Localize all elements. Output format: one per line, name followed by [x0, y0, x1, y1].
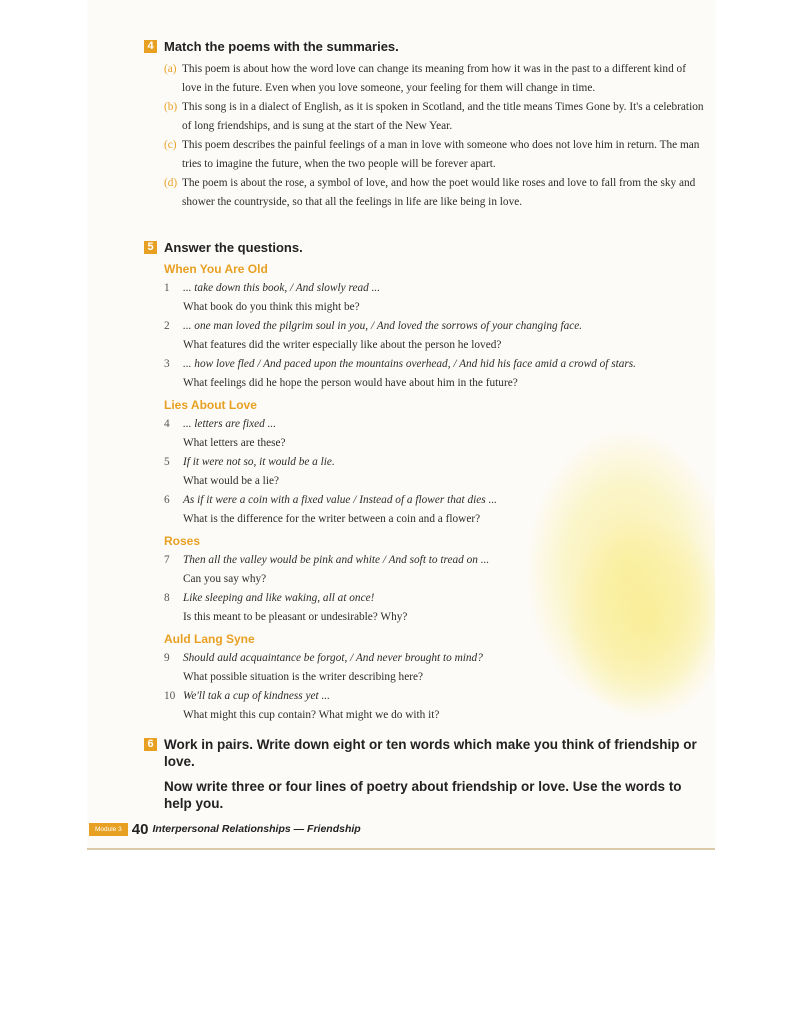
page-footer: [87, 820, 715, 838]
section-title: Work in pairs. Write down eight or ten words which make you think of friendship or love.: [164, 737, 697, 769]
summary-item: [164, 174, 704, 212]
question-text: What letters are these?: [183, 437, 286, 449]
summaries-list: [164, 60, 704, 212]
question-text: Is this meant to be pleasant or undesirable? Why?: [183, 611, 408, 623]
summary-item: [164, 60, 704, 98]
summary-text: This poem is about how the word love can change its meaning from how it was in the past to a different kind of love in the future. Even when you love someone, your feeling for them will change in time.: [182, 63, 686, 94]
question-text: What book do you think this might be?: [183, 301, 360, 313]
question-number: 9: [164, 652, 170, 664]
question-item: [164, 687, 704, 725]
question-number: 4: [164, 418, 170, 430]
section-4: [144, 38, 704, 212]
question-text: What feelings did he hope the person would have about him in the future?: [183, 377, 518, 389]
poem-quote: Should auld acquaintance be forgot, / And never brought to mind?: [183, 652, 483, 664]
poem-title: When You Are Old: [164, 262, 268, 276]
summary-text: This song is in a dialect of English, as it is spoken in Scotland, and the title means Times Gone by. It's a celebration of long friendships, and is sung at the start of the New Year.: [182, 101, 704, 132]
poem-quote: ... letters are fixed ...: [183, 418, 277, 430]
section-title: Match the poems with the summaries.: [164, 39, 399, 54]
section-5: [144, 239, 704, 725]
poem-quote: As if it were a coin with a fixed value / Instead of a flower that dies ...: [183, 494, 497, 506]
question-text: What features did the writer especially like about the person he loved?: [183, 339, 502, 351]
question-item: [164, 551, 704, 589]
section-number-badge: 5: [144, 241, 157, 254]
question-item: [164, 279, 704, 317]
footer-title: Interpersonal Relationships — Friendship: [152, 823, 361, 835]
poem-quote: Like sleeping and like waking, all at once!: [183, 592, 375, 604]
summary-item: [164, 136, 704, 174]
question-item: [164, 649, 704, 687]
module-badge: Module 3: [89, 823, 128, 836]
section-6: [144, 736, 704, 812]
poem-quote: If it were not so, it would be a lie.: [183, 456, 335, 468]
summary-text: The poem is about the rose, a symbol of love, and how the poet would like roses and love to fall from the sky and shower the countryside, so that all the feelings in life are like being in love.: [182, 177, 696, 208]
question-item: [164, 491, 704, 529]
question-text: What is the difference for the writer between a coin and a flower?: [183, 513, 481, 525]
summary-text: This poem describes the painful feelings of a man in love with someone who does not love him in return. The man tries to imagine the future, when the two people will be forever apart.: [182, 139, 700, 170]
question-text: What would be a lie?: [183, 475, 279, 487]
question-number: 8: [164, 592, 170, 604]
summary-label: (c): [164, 139, 177, 151]
question-number: 1: [164, 282, 170, 294]
poem-quote: We'll tak a cup of kindness yet ...: [183, 690, 330, 702]
question-number: 2: [164, 320, 170, 332]
question-number: 7: [164, 554, 170, 566]
question-text: Can you say why?: [183, 573, 267, 585]
question-item: [164, 589, 704, 627]
section-number-badge: 4: [144, 40, 157, 53]
question-number: 6: [164, 494, 170, 506]
question-item: [164, 415, 704, 453]
textbook-page: [87, 0, 715, 850]
summary-item: [164, 98, 704, 136]
page-bottom-rule: [87, 848, 715, 850]
section-title: Answer the questions.: [164, 240, 303, 255]
section-number-badge: 6: [144, 738, 157, 751]
question-item: [164, 317, 704, 355]
poem-title: Auld Lang Syne: [164, 632, 255, 646]
poem-title: Lies About Love: [164, 398, 257, 412]
summary-label: (a): [164, 63, 177, 75]
poem-quote: ... how love fled / And paced upon the mountains overhead, / And hid his face amid a crowd of stars.: [183, 358, 636, 370]
question-number: 3: [164, 358, 170, 370]
question-text: What possible situation is the writer describing here?: [183, 671, 423, 683]
poem-quote: ... one man loved the pilgrim soul in you, / And loved the sorrows of your changing face.: [183, 320, 583, 332]
summary-label: (d): [164, 177, 178, 189]
poem-title: Roses: [164, 534, 201, 548]
poem-quote: ... take down this book, / And slowly read ...: [183, 282, 381, 294]
page-number: 40: [131, 820, 149, 838]
question-item: [164, 453, 704, 491]
poems-questions: [144, 260, 704, 725]
question-text: What might this cup contain? What might we do with it?: [183, 709, 440, 721]
section-instruction: Now write three or four lines of poetry about friendship or love. Use the words to help you.: [164, 779, 682, 811]
summary-label: (b): [164, 101, 178, 113]
poem-quote: Then all the valley would be pink and white / And soft to tread on ...: [183, 554, 490, 566]
question-item: [164, 355, 704, 393]
question-number: 5: [164, 456, 170, 468]
question-number: 10: [164, 690, 176, 702]
